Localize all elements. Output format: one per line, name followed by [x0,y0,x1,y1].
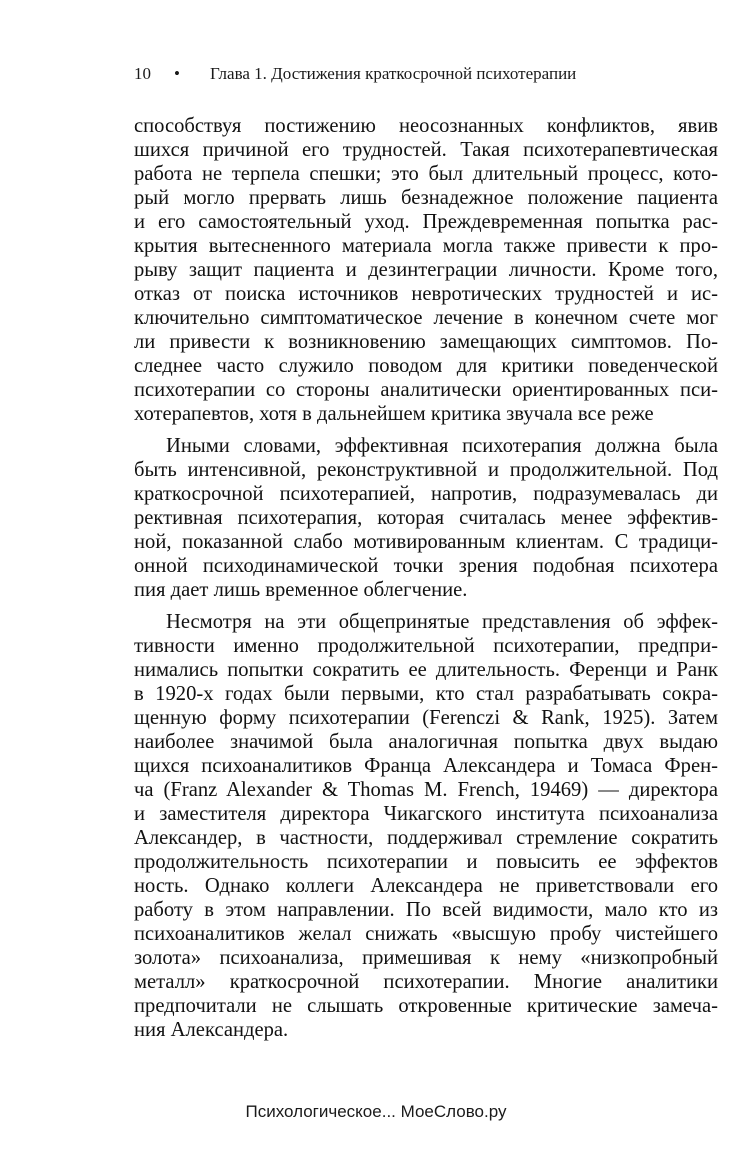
text-line: пия дает лишь временное облегчение. [134,579,468,601]
text-line: Иными словами, эффективная психотерапия должна была [166,435,718,457]
text-line: способствуя постижению неосознанных конфликтов, явив [134,115,718,137]
text-line: психоаналитиков желал снижать «высшую пробу чистейшего [134,923,718,945]
text-line: рый могло прервать лишь безнадежное положение пациента [134,187,718,209]
text-line: работу в этом направлении. По всей видимости, мало кто из [134,899,718,921]
paragraph [134,434,718,602]
text-line: ключительно симптоматическое лечение в конечном счете мог [134,307,718,329]
text-line: предпочитали не слышать откровенные критические замеча- [134,995,718,1017]
paragraph [134,610,718,1042]
text-line: и его самостоятельный уход. Преждевременная попытка рас- [134,211,718,233]
text-line: Александер, в частности, поддерживал стремление сократить [134,827,718,849]
text-line: шихся причиной его трудностей. Такая психотерапевтическая [134,139,718,161]
text-line: ча (Franz Alexander & Thomas M. French, 19469) — директора [134,779,718,801]
text-line: онной психодинамической точки зрения подобная психотера [134,555,718,577]
running-header [134,64,576,84]
body-text [134,114,718,1042]
page-footer: Психологическое... МоеСлово.ру [245,1102,507,1121]
text-line: крытия вытесненного материала могла также привести к про- [134,235,718,257]
text-line: психотерапии со стороны аналитически ориентированных пси- [134,379,718,401]
text-line: золота» психоанализа, примешивая к нему «низкопробный [134,947,718,969]
text-line: следнее часто служило поводом для критики поведенческой [134,355,718,377]
text-line: ния Александера. [134,1019,289,1041]
text-line: Несмотря на эти общепринятые представления об эффек- [166,611,718,633]
text-line: работа не терпела спешки; это был длительный процесс, кото- [134,163,718,185]
text-line: нимались попытки сократить ее длительность. Ференци и Ранк [134,659,718,681]
text-line: щихся психоаналитиков Франца Александера и Томаса Френ- [134,755,718,777]
text-line: продолжительность психотерапии и повысить ее эффектов [134,851,718,873]
text-line: рективная психотерапия, которая считалась менее эффектив- [134,507,718,529]
text-line: рыву защит пациента и дезинтеграции личности. Кроме того, [134,259,718,281]
text-line: и заместителя директора Чикагского института психоанализа [134,803,718,825]
text-line: быть интенсивной, реконструктивной и продолжительной. Под [134,459,718,481]
chapter-title: Глава 1. Достижения краткосрочной психотерапии [210,64,577,83]
text-line: ли привести к возникновению замещающих симптомов. По- [134,331,718,353]
text-line: отказ от поиска источников невротических трудностей и ис- [134,283,718,305]
text-line: ной, показанной слабо мотивированным клиентам. С традици- [134,531,718,553]
text-line: наиболее значимой была аналогичная попытка двух выдаю [134,731,718,753]
text-line: тивности именно продолжительной психотерапии, предпри- [134,635,718,657]
text-line: щенную форму психотерапии (Ferenczi & Rank, 1925). Затем [134,707,718,729]
text-line: в 1920-х годах были первыми, кто стал разрабатывать сокра- [134,683,718,705]
text-line: хотерапевтов, хотя в дальнейшем критика звучала все реже [134,403,654,425]
paragraph [134,114,718,426]
text-line: металл» краткосрочной психотерапии. Многие аналитики [134,971,718,993]
header-bullet: • [174,64,180,83]
page-number: 10 [134,64,151,83]
text-line: краткосрочной психотерапией, напротив, подразумевалась ди [134,483,718,505]
text-line: ность. Однако коллеги Александера не приветствовали его [134,875,718,897]
